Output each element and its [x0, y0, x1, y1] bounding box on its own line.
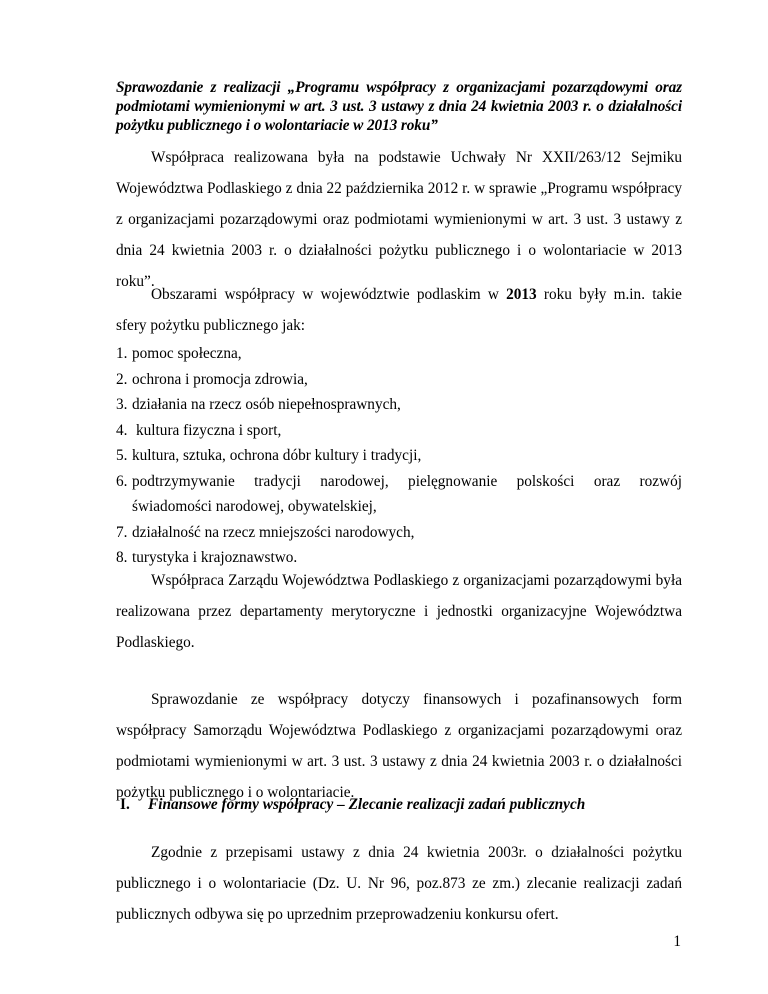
- page-number: 1: [673, 933, 681, 950]
- list-item-number: 5.: [116, 447, 128, 464]
- intro-paragraph: Współpraca realizowana była na podstawie Uchwały Nr XXII/263/12 Sejmiku Województwa Podlaskiego z dnia 22 października 2012 r. w sprawie „Programu współpracy z organizacjami pozarządowymi oraz podmiotami wymienionymi w art. 3 ust. 3 ustawy z dnia 24 kwietnia 2003 r. o działalności pożytku publicznego i o wolontariacie w 2013 roku”.: [116, 149, 682, 290]
- list-item-number: 8.: [116, 549, 128, 566]
- list-item-text: kultura, sztuka, ochrona dóbr kultury i tradycji,: [132, 447, 422, 464]
- list-item-number: 1.: [116, 345, 128, 362]
- list-item-number: 6.: [116, 472, 128, 490]
- list-item-text: działania na rzecz osób niepełnosprawnych,: [132, 396, 401, 413]
- areas-intro-paragraph: [116, 279, 682, 341]
- legal-basis-paragraph: Zgodnie z przepisami ustawy z dnia 24 kwietnia 2003r. o działalności pożytku publicznego i o wolontariacie (Dz. U. Nr 96, poz.873 ze zm.) zlecanie realizacji zadań publicznych odbywa się po uprzednim przeprowadzeniu konkursu ofert.: [116, 844, 682, 923]
- areas-intro-year: 2013: [506, 286, 537, 303]
- list-item-number: 4.: [116, 421, 128, 439]
- list-item-text: kultura fizyczna i sport,: [136, 421, 282, 439]
- list-item-text: działalność na rzecz mniejszości narodowych,: [132, 523, 415, 541]
- cooperation-departments-paragraph: Współpraca Zarządu Województwa Podlaskiego z organizacjami pozarządowymi była realizowana przez departamenty merytoryczne i jednostki organizacyjne Województwa Podlaskiego.: [116, 572, 682, 651]
- list-item: [116, 367, 682, 393]
- list-item-text: ochrona i promocja zdrowia,: [132, 370, 308, 388]
- list-item: [116, 418, 682, 444]
- list-item: [116, 469, 682, 520]
- section-number: I.: [120, 796, 130, 813]
- list-item: [116, 392, 682, 418]
- cooperation-areas-list: [116, 341, 682, 571]
- document-title: Sprawozdanie z realizacji „Programu współpracy z organizacjami pozarządowymi oraz podmiotami wymienionymi w art. 3 ust. 3 ustawy z dnia 24 kwietnia 2003 r. o działalności pożytku publicznego i o wolontariacie w 2013 roku”: [116, 79, 682, 134]
- list-item-text-continued: świadomości narodowej, obywatelskiej,: [132, 498, 377, 515]
- list-item-number: 7.: [116, 523, 128, 541]
- list-item: [116, 443, 682, 469]
- list-item-text: turystyka i krajoznawstwo.: [132, 549, 298, 566]
- report-scope-paragraph: Sprawozdanie ze współpracy dotyczy finansowych i pozafinansowych form współpracy Samorządu Województwa Podlaskiego z organizacjami pozarządowymi oraz podmiotami wymienionymi w art. 3 ust. 3 ustawy z dnia 24 kwietnia 2003 r. o działalności pożytku publicznego i o wolontariacie.: [116, 691, 682, 801]
- list-item-number: 3.: [116, 396, 128, 413]
- areas-intro-text-before: Obszarami współpracy w województwie podlaskim w: [151, 286, 507, 303]
- areas-intro-text-after: roku były m.in. takie sfery pożytku publicznego jak:: [116, 286, 682, 334]
- list-item-number: 2.: [116, 370, 128, 388]
- list-item: [116, 341, 682, 367]
- list-item-text: podtrzymywanie tradycji narodowej, pielęgnowanie polskości oraz rozwój: [132, 472, 682, 490]
- section-title: Finansowe formy współpracy – Zlecanie realizacji zadań publicznych: [148, 796, 586, 813]
- list-item-text: pomoc społeczna,: [132, 345, 242, 362]
- list-item: [116, 520, 682, 546]
